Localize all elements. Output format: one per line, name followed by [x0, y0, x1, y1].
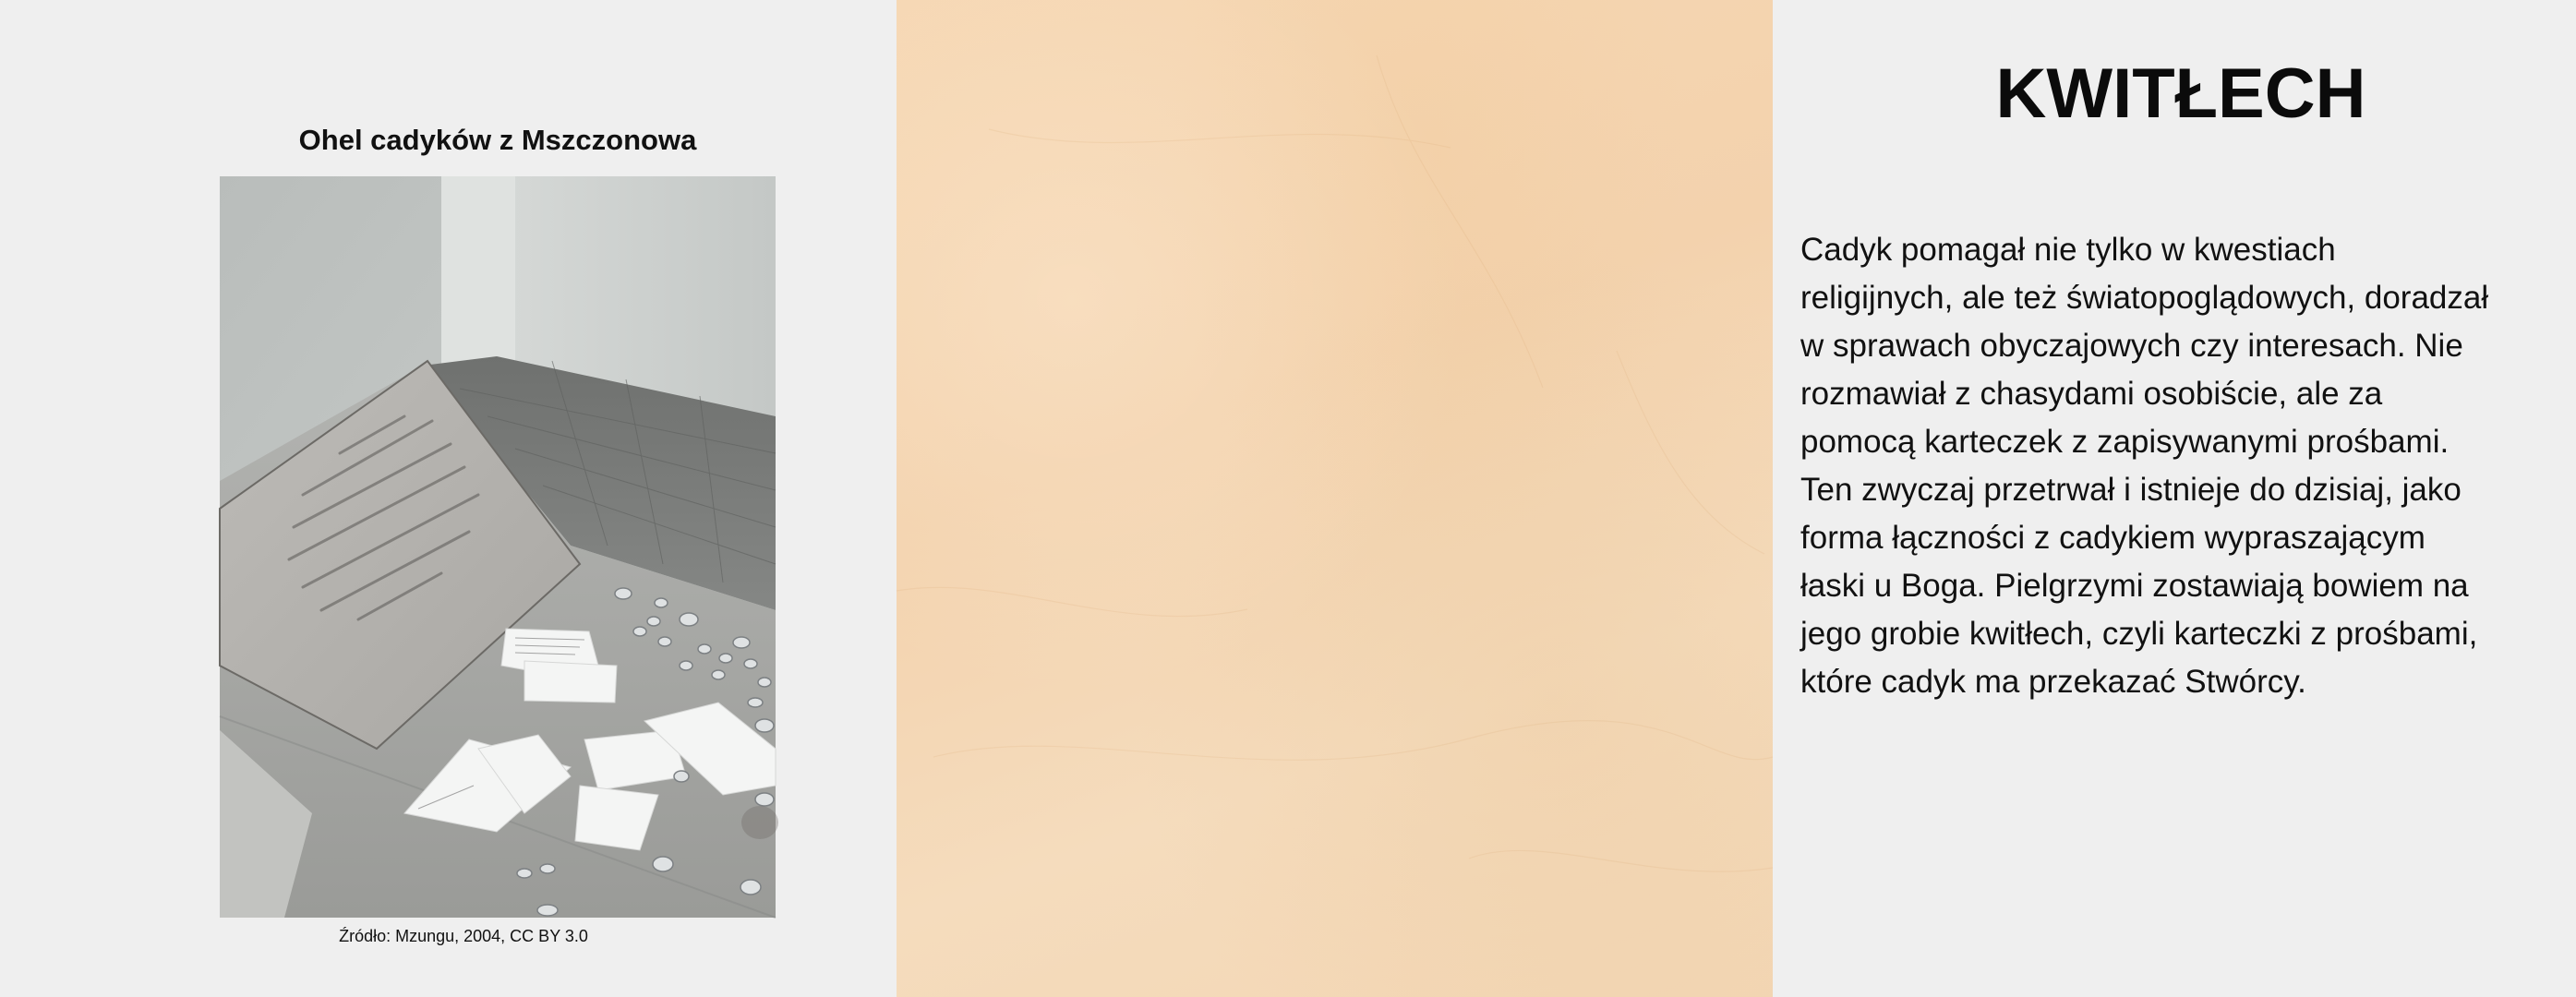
paragraph-line: religijnych, ale też światopoglądowych, doradzał — [1800, 280, 2489, 316]
tombstone-photo-illustration — [220, 176, 776, 918]
paragraph-line: które cadyk ma przekazać Stwórcy. — [1800, 664, 2306, 700]
paragraph-line: jego grobie kwitłech, czyli karteczki z prośbami, — [1800, 616, 2478, 652]
slide-title: KWITŁECH — [1995, 54, 2366, 133]
paragraph-line: forma łączności z cadykiem wypraszającym — [1800, 520, 2426, 556]
paragraph-line: w sprawach obyczajowych czy interesach. Nie — [1800, 328, 2463, 364]
right-panel — [897, 0, 2489, 997]
paragraph-line: pomocą karteczek z zapisywanymi prośbami. — [1800, 424, 2450, 460]
ohel-photo — [220, 176, 776, 918]
photo-title: Ohel cadyków z Mszczonowa — [298, 124, 697, 156]
left-panel — [0, 0, 897, 997]
kwitlech-description — [1800, 226, 2576, 706]
paper-texture — [897, 0, 1773, 997]
paragraph-line: rozmawiał z chasydami osobiście, ale za — [1800, 376, 2383, 412]
paragraph-line: Ten zwyczaj przetrwał i istnieje do dzisiaj, jako — [1800, 472, 2462, 508]
photo-source-caption: Źródło: Mzungu, 2004, CC BY 3.0 — [339, 927, 588, 945]
paragraph-line: Cadyk pomagał nie tylko w kwestiach — [1800, 232, 2336, 268]
paragraph-line: łaski u Boga. Pielgrzymi zostawiają bowiem na — [1800, 568, 2469, 604]
